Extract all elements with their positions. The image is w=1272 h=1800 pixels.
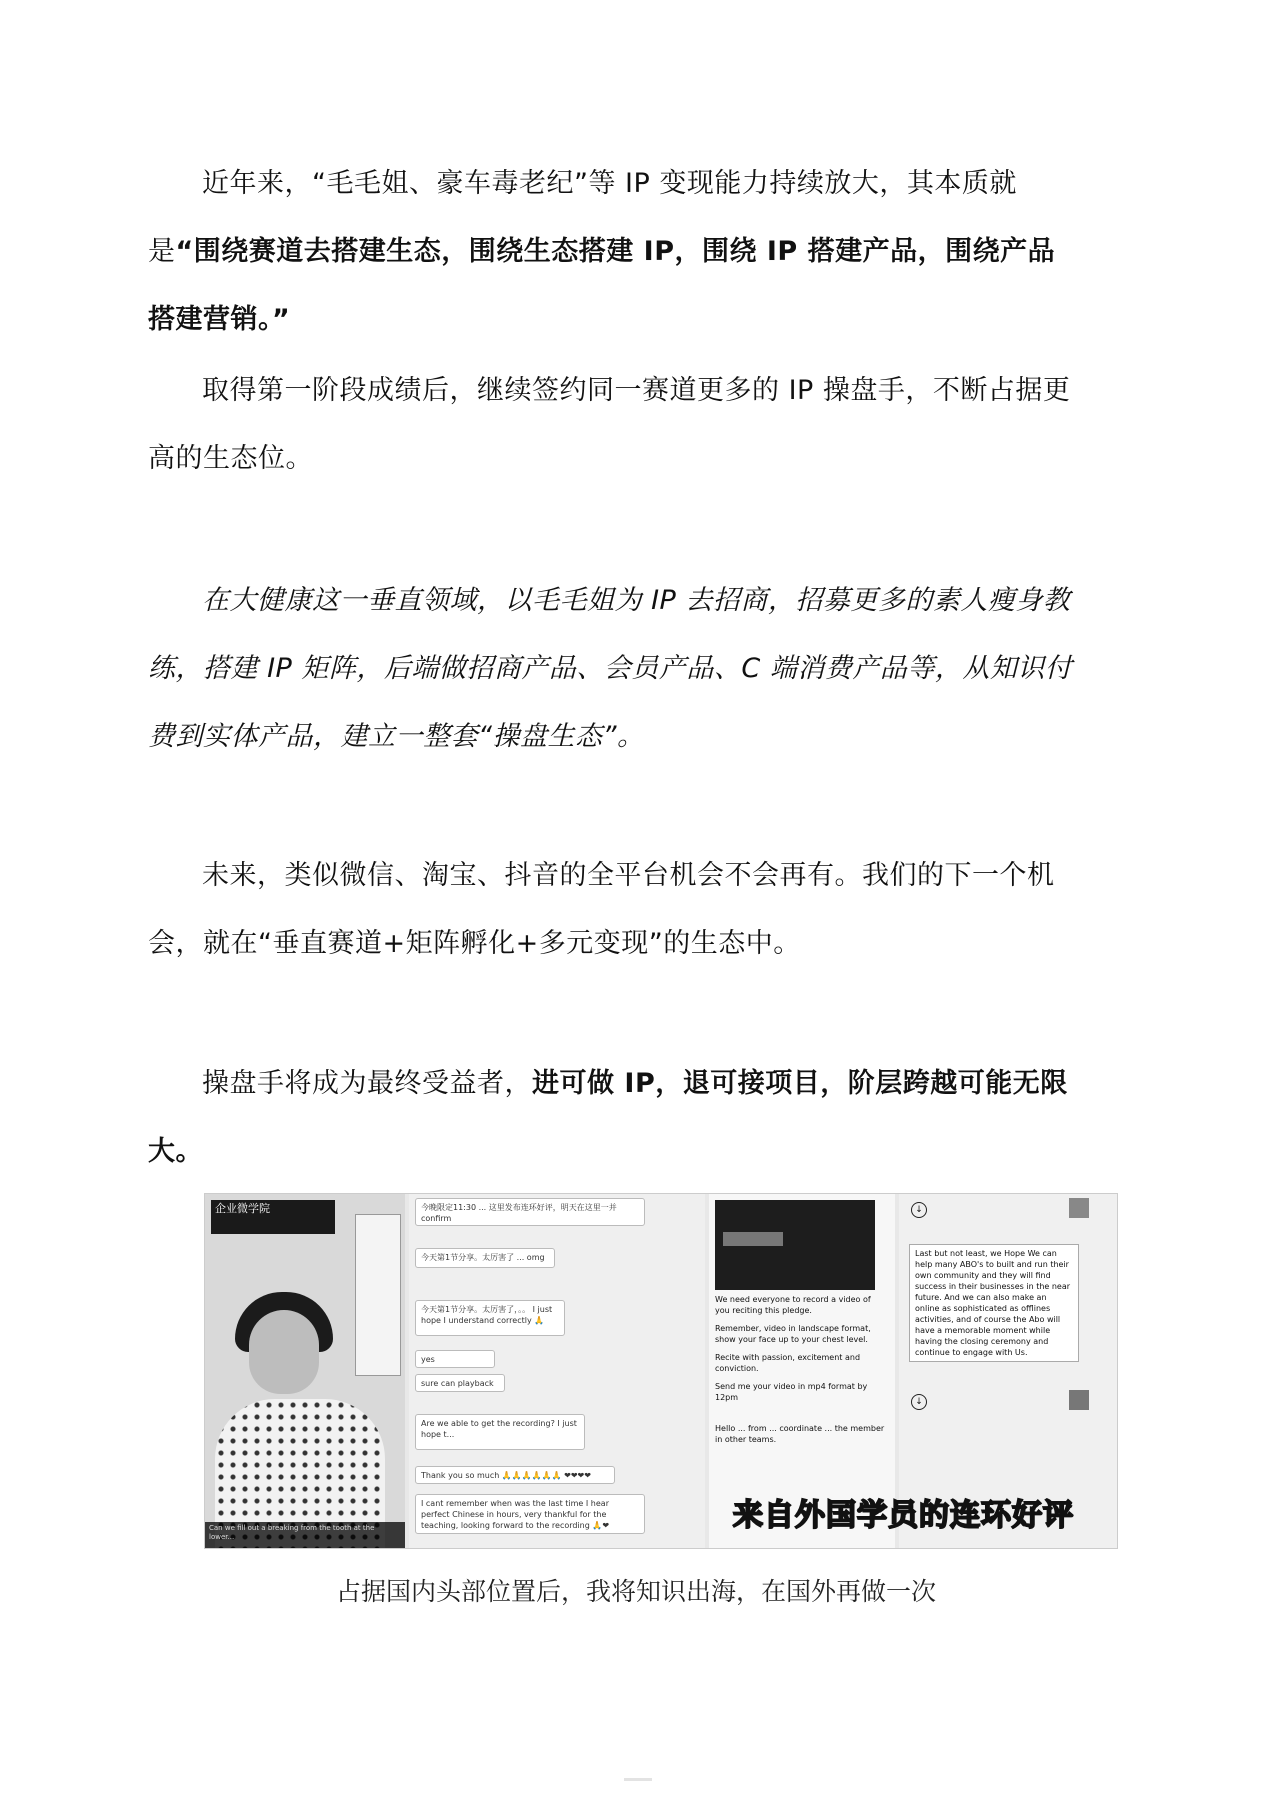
instruction-line: Hello ... from ... coordinate ... the member in other teams. xyxy=(715,1424,885,1444)
figure-caption: 占据国内头部位置后，我将知识出海，在国外再做一次 xyxy=(335,1577,936,1606)
chat-message: 今天第1节分享。太厉害了 ... omg xyxy=(415,1248,555,1268)
speaker-face xyxy=(249,1310,319,1394)
chat-message: Are we able to get the recording? I just hope t... xyxy=(415,1414,585,1450)
comment-text: Last but not least, we Hope We can help many ABO's to built and run their own community and they will find success in their businesses in the near future. And we can also make an online as sophisticated as offlines activities, and of course the Abo will have a memorable moment while having the closing ceremony and continue to engage with Us. xyxy=(909,1244,1079,1362)
instruction-line: Remember, video in landscape format, show your face up to your chest level. xyxy=(715,1324,871,1344)
paragraph-2-text: 取得第一阶段成绩后，继续签约同一赛道更多的 IP 操盘手，不断占据更高的生态位。 xyxy=(148,375,1071,474)
paragraph-3-text: 在大健康这一垂直领域，以毛毛姐为 IP 去招商，招募更多的素人瘦身教练，搭建 IP 矩阵，后端做招商产品、会员产品、C 端消费产品等，从知识付费到实体产品，建立一整套“操盘生态”。 xyxy=(148,585,1073,752)
chat-message: I cant remember when was the last time I hear perfect Chinese in hours, very thankful for the teaching, looking forward to the recording 🙏❤ xyxy=(415,1494,645,1534)
video-subtitle: Can we fill out a breaking from the tooth at the lower... xyxy=(205,1522,405,1548)
chat-message: 今晚限定11:30 ... 这里发布连环好评，明天在这里一并 confirm xyxy=(415,1198,645,1226)
paragraph-5-text: 操盘手将成为最终受益者， xyxy=(202,1068,532,1099)
testimonial-collage-image xyxy=(204,1193,1118,1549)
paragraph-1-text: 近年来，“毛毛姐、豪车毒老纪”等 IP 变现能力持续放大，其本质就是 xyxy=(148,168,1017,267)
background-door xyxy=(355,1214,401,1376)
pledge-instructions-text xyxy=(715,1294,887,1452)
paragraph-3 xyxy=(148,567,1078,771)
instruction-line: Send me your video in mp4 format by 12pm xyxy=(715,1382,868,1402)
download-icon: ↓ xyxy=(911,1394,927,1410)
chat-screenshot-panel xyxy=(409,1194,705,1548)
paragraph-2 xyxy=(148,357,1078,493)
paragraph-5-bold-text: 进可做 IP，退可接项目，阶层跨越可能无限大。 xyxy=(148,1068,1068,1167)
page-mark xyxy=(624,1778,652,1781)
avatar xyxy=(1069,1198,1089,1218)
chat-message: 今天第1节分享。太厉害了，。。 I just hope I understand correctly 🙏 xyxy=(415,1300,565,1336)
paragraph-5 xyxy=(148,1050,1078,1186)
chat-message: Thank you so much 🙏🙏🙏🙏🙏🙏 ❤❤❤❤ xyxy=(415,1466,615,1484)
paragraph-1 xyxy=(148,150,1078,354)
instruction-line: We need everyone to record a video of you reciting this pledge. xyxy=(715,1295,871,1315)
instruction-line: Recite with passion, excitement and conviction. xyxy=(715,1353,861,1373)
paragraph-1-bold-text: “围绕赛道去搭建生态，围绕生态搭建 IP，围绕 IP 搭建产品，围绕产品搭建营销。” xyxy=(148,236,1056,335)
paragraph-4-text: 未来，类似微信、淘宝、抖音的全平台机会不会再有。我们的下一个机会，就在“垂直赛道+矩阵孵化+多元变现”的生态中。 xyxy=(148,860,1055,959)
overlay-title: 来自外国学员的连环好评 xyxy=(733,1498,1074,1533)
chat-message: sure can playback xyxy=(415,1374,505,1392)
avatar xyxy=(1069,1390,1089,1410)
download-icon: ↓ xyxy=(911,1202,927,1218)
video-frame-panel xyxy=(205,1194,405,1548)
paragraph-4 xyxy=(148,842,1078,978)
chat-message: yes xyxy=(415,1350,495,1368)
poster-header xyxy=(715,1200,875,1290)
brand-logo: 企业微学院 xyxy=(211,1200,335,1234)
